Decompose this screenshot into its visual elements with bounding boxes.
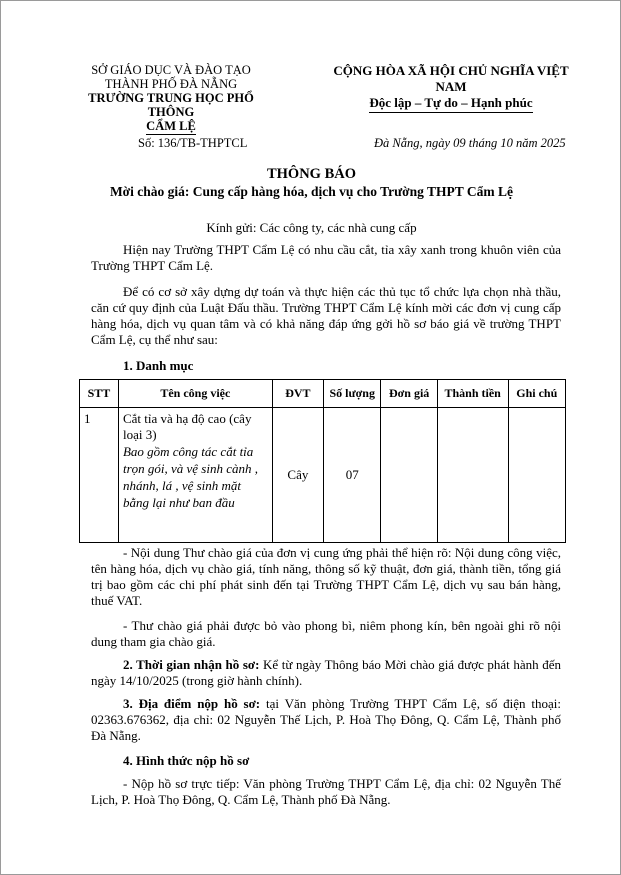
issuing-agency [71,63,271,135]
section-4-text: - Nộp hồ sơ trực tiếp: Văn phòng Trường THPT Cẩm Lệ, địa chỉ: 02 Nguyễn Thế Lịch, P. Hoà Thọ Đông, Q. Cẩm Lệ, Thành phố Đà Nẵng. [91,776,561,807]
header-note: Ghi chú [508,380,565,408]
document-number: Số: 136/TB-THPTCL [138,136,248,150]
cell-unit-price [381,408,437,543]
item-table [79,379,566,543]
section-2-text: Kể từ ngày Thông báo Mời chào giá được phát hành đến ngày 14/10/2025 (trong giờ hành chính). [91,657,561,688]
section-3-heading: 3. Địa điểm nộp hồ sơ: [123,696,261,711]
header-stt: STT [80,380,119,408]
national-motto: Độc lập – Tự do – Hạnh phúc [369,95,532,113]
header-quantity: Số lượng [324,380,381,408]
school-name-line-1: TRƯỜNG TRUNG HỌC PHỔ THÔNG [88,91,254,119]
cell-unit: Cây [272,408,323,543]
header-unit: ĐVT [272,380,323,408]
cell-task [118,408,272,543]
document-title: THÔNG BÁO [266,166,357,182]
document-date: Đà Nẵng, ngày 09 tháng 10 năm 2025 [374,136,566,150]
agency-line-2: THÀNH PHỐ ĐÀ NẴNG [104,77,238,91]
section-2-heading: 2. Thời gian nhận hồ sơ: [123,657,260,672]
envelope-note: - Thư chào giá phải được bỏ vào phong bì, niêm phong kín, bên ngoài ghi rõ nội dung tham gia chào giá. [91,618,561,649]
header-total: Thành tiền [437,380,508,408]
section-3-text: tại Văn phòng Trường THPT Cẩm Lệ, số điện thoại: 02363.676362, địa chỉ: 02 Nguyễn Thế Lịch, P. Hoà Thọ Đông, Q. Cẩm Lệ, Thành phố Đà Nẵng. [91,696,561,743]
agency-line-1: SỞ GIÁO DỤC VÀ ĐÀO TẠO [91,63,251,77]
section-3 [91,696,561,744]
cell-total [437,408,508,543]
greeting: Kính gửi: Các công ty, các nhà cung cấp [206,220,417,235]
national-title [319,63,583,113]
cell-quantity: 07 [324,408,381,543]
cell-stt: 1 [80,408,119,543]
cell-note [508,408,565,543]
section-2 [91,657,561,689]
task-name: Cắt tỉa và hạ độ cao (cây loại 3) [122,411,252,442]
school-name-line-2: CẨM LỆ [146,119,196,133]
header-task-name: Tên công việc [118,380,272,408]
republic-name: CỘNG HÒA XÃ HỘI CHỦ NGHĨA VIỆT NAM [333,63,569,94]
document-subtitle: Mời chào giá: Cung cấp hàng hóa, dịch vụ cho Trường THPT Cẩm Lệ [109,184,514,199]
quote-content-note: - Nội dung Thư chào giá của đơn vị cung ứng phải thể hiện rõ: Nội dung công việc, tên hàng hóa, dịch vụ chào giá, tính năng, thông số kỹ thuật, đơn giá, thành tiền, tổng giá trị bao gồm các chi phí phát sinh đến tại Trường THPT Cẩm Lệ, dịch vụ sau bán hàng, thuế VAT. [91,545,561,608]
intro-paragraph-1: Hiện nay Trường THPT Cẩm Lệ có nhu cầu cắt, tỉa xây xanh trong khuôn viên của Trường THPT Cẩm Lệ. [91,242,561,273]
table-row [80,408,566,543]
header-unit-price: Đơn giá [381,380,437,408]
table-header-row [80,380,566,408]
intro-paragraph-2: Để có cơ sở xây dựng dự toán và thực hiện các thủ tục tổ chức lựa chọn nhà thầu, căn cứ quy định của Luật Đấu thầu. Trường THPT Cẩm Lệ kính mời các đơn vị cung cấp hàng hóa, dịch vụ quan tâm và có khả năng đáp ứng gởi hồ sơ báo giá về trường THPT Cẩm Lệ, cụ thể như sau: [91,284,561,347]
section-4-heading: 4. Hình thức nộp hồ sơ [123,753,250,768]
section-1-heading: 1. Danh mục [123,358,194,373]
task-description: Bao gồm công tác cắt tỉa trọn gói, và vệ sinh cành , nhánh, lá , vệ sinh mặt bằng lại như ban đầu [122,444,258,510]
